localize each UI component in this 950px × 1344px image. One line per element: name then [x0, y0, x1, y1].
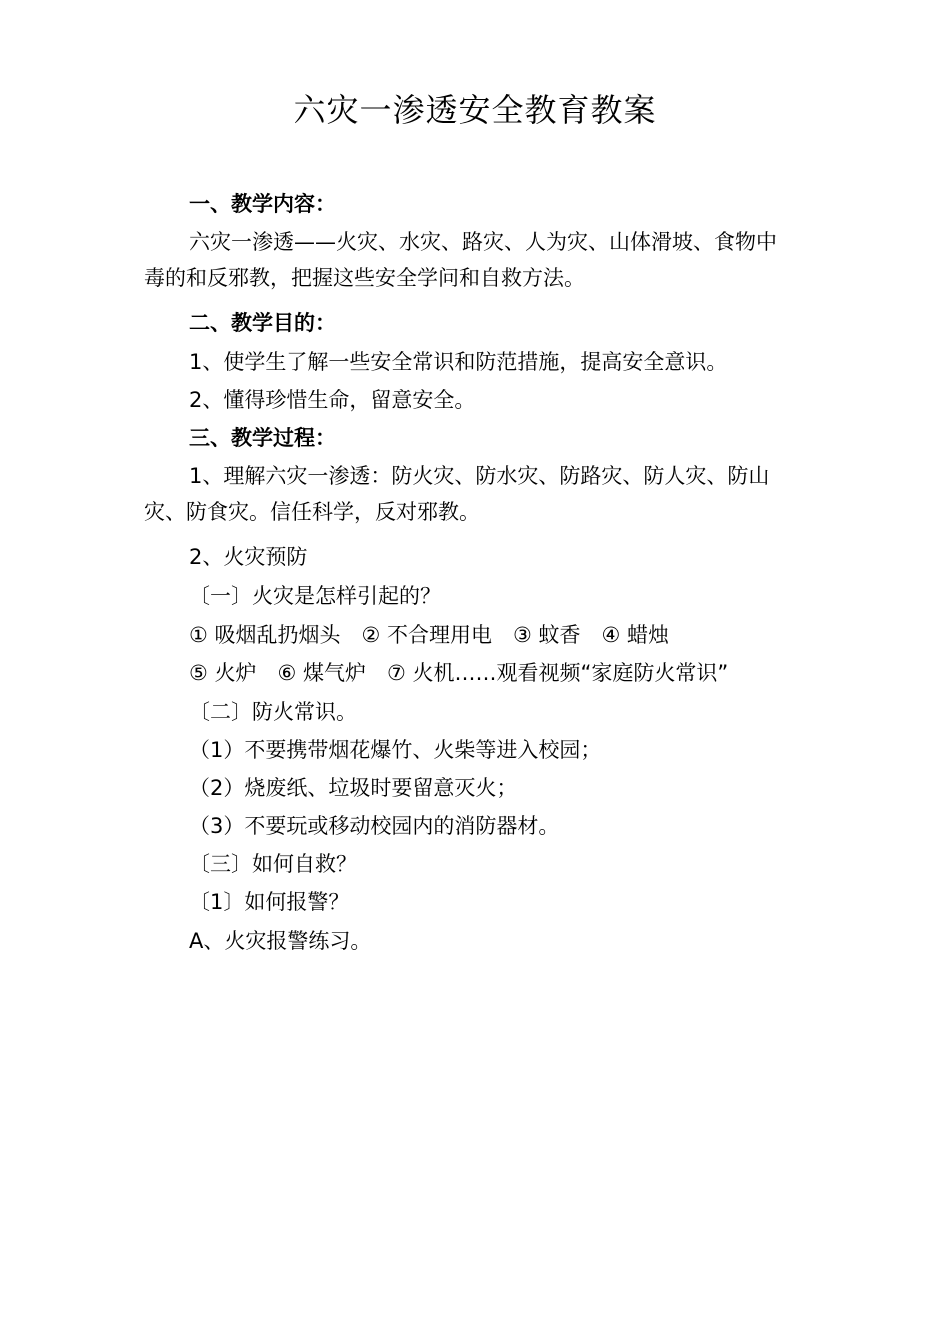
fire-safety-rule-1: （1）不要携带烟花爆竹、火柴等进入校园； — [189, 738, 602, 762]
goal-item-1: 1、使学生了解一些安全常识和防范措施，提高安全意识。 — [189, 350, 728, 374]
process-step2: 2、火灾预防 — [189, 545, 308, 569]
process-step1-line-2: 灾、防食灾。信任科学，反对邪教。 — [144, 500, 480, 524]
fire-safety-rule-2: （2）烧废纸、垃圾时要留意灭火； — [189, 776, 518, 800]
self-rescue-item-1: 〔1〕如何报警？ — [189, 890, 350, 914]
content-paragraph-line-2: 毒的和反邪教，把握这些安全学问和自救方法。 — [144, 266, 585, 290]
subsection-heading-fire-safety: 〔二〕防火常识。 — [189, 700, 357, 724]
document-title: 六灾一渗透安全教育教案 — [293, 91, 657, 129]
self-rescue-item-1-a: A、火灾报警练习。 — [189, 929, 372, 953]
causes-list-line-2: ⑤ 火炉 ⑥ 煤气炉 ⑦ 火机……观看视频“家庭防火常识” — [189, 661, 729, 685]
section-heading-goals: 二、教学目的： — [189, 311, 336, 335]
fire-safety-rule-3: （3）不要玩或移动校园内的消防器材。 — [189, 814, 560, 838]
goal-item-2: 2、懂得珍惜生命，留意安全。 — [189, 388, 476, 412]
content-paragraph-line-1: 六灾一渗透——火灾、水灾、路灾、人为灾、山体滑坡、食物中 — [189, 230, 777, 254]
section-heading-process: 三、教学过程： — [189, 426, 336, 450]
subsection-heading-self-rescue: 〔三〕如何自救？ — [189, 852, 357, 876]
causes-list-line-1: ① 吸烟乱扔烟头 ② 不合理用电 ③ 蚊香 ④ 蜡烛 — [189, 623, 670, 647]
process-step1-line-1: 1、理解六灾一渗透：防火灾、防水灾、防路灾、防人灾、防山 — [189, 464, 770, 488]
subsection-heading-causes: 〔一〕火灾是怎样引起的？ — [189, 584, 441, 608]
section-heading-content: 一、教学内容： — [189, 192, 336, 216]
